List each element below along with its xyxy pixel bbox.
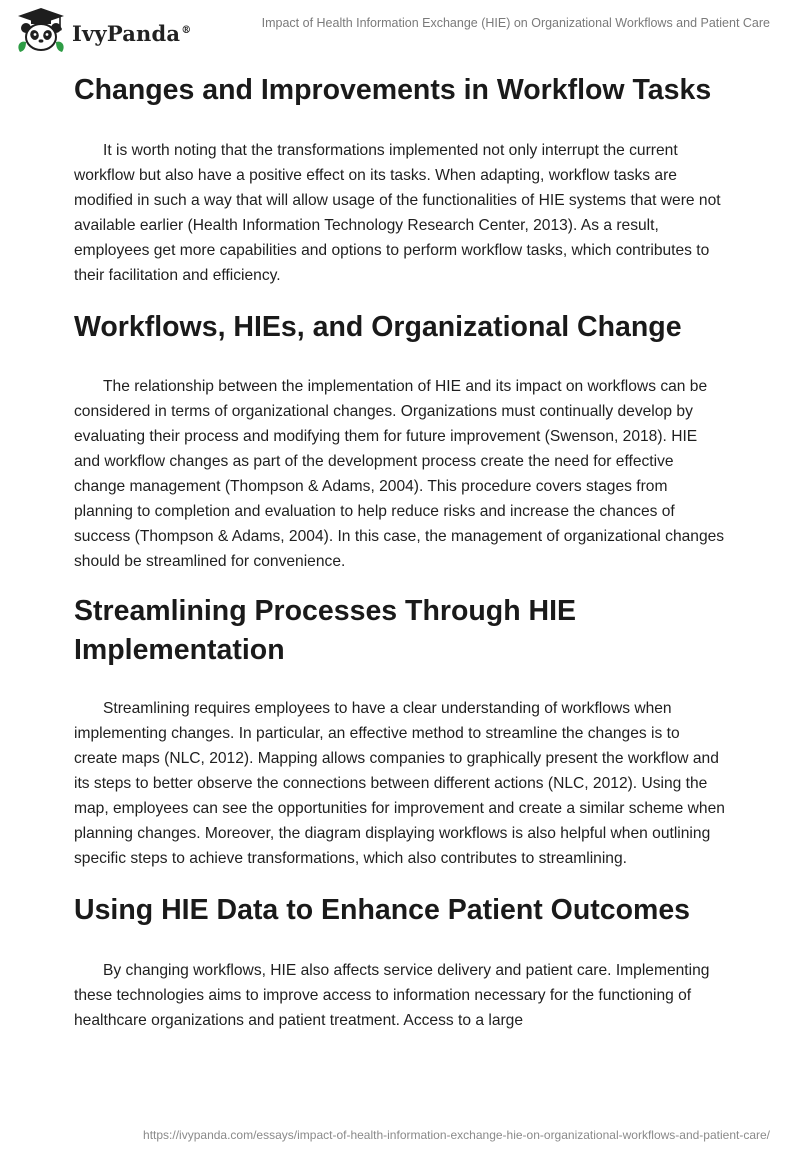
section-heading: Workflows, HIEs, and Organizational Change (74, 311, 682, 343)
section-paragraph: Streamlining requires employees to have a clear understanding of workflows when implementing changes. In particular, an effective method to streamline the changes is to create maps (NLC, 2012). Mapping allows companies to graphically present the workflow and its steps to better observe the connections between different actions (NLC, 2012). Using the map, employees can see the opportunities for improvement and create a similar scheme when planning changes. Moreover, the diagram displaying workflows is also helpful when outlining specific steps to achieve transformations, which also contributes to streamlining. (74, 700, 725, 867)
section-workflow-tasks (74, 71, 726, 288)
section-heading: Using HIE Data to Enhance Patient Outcomes (74, 894, 691, 926)
page-header (0, 0, 800, 60)
source-url-link[interactable]: https://ivypanda.com/essays/impact-of-health-information-exchange-hie-on-organizational-workflows-and-patient-care/ (143, 1128, 770, 1142)
article-body (74, 70, 726, 1033)
section-streamlining (74, 592, 726, 871)
panda-graduate-icon (14, 6, 68, 56)
section-patient-outcomes (74, 891, 726, 1033)
section-paragraph: The relationship between the implementation of HIE and its impact on workflows can be considered in terms of organizational changes. Organizations must continually develop by evaluating their process and modifying them for future improvement (Swenson, 2018). HIE and workflow changes as part of the development process create the need for effective change management (Thompson & Adams, 2004). This procedure covers stages from planning to completion and evaluation to help reduce risks and increase the chances of success (Thompson & Adams, 2004). In this case, the management of organizational changes should be streamlined for convenience. (74, 378, 725, 570)
section-paragraph: It is worth noting that the transformations implemented not only interrupt the current workflow but also have a positive effect on its tasks. When adapting, workflow tasks are modified in such a way that will allow usage of the functionalities of HIE systems that were not available earlier (Health Information Technology Research Center, 2013). As a result, employees get more capabilities and options to perform workflow tasks, which contributes to their facilitation and efficiency. (74, 142, 721, 284)
logo-text: IvyPanda® (72, 20, 192, 46)
section-heading: Streamlining Processes Through HIE Implementation (74, 595, 577, 666)
ivypanda-logo[interactable] (14, 6, 191, 56)
document-title: Impact of Health Information Exchange (HIE) on Organizational Workflows and Patient Care (261, 16, 770, 30)
section-paragraph: By changing workflows, HIE also affects service delivery and patient care. Implementing these technologies aims to improve access to information necessary for the functioning of healthcare organizations and patient treatment. Access to a large (74, 962, 710, 1029)
section-heading: Changes and Improvements in Workflow Tasks (74, 74, 712, 106)
section-organizational-change (74, 308, 726, 574)
registered-mark: ® (181, 24, 192, 36)
